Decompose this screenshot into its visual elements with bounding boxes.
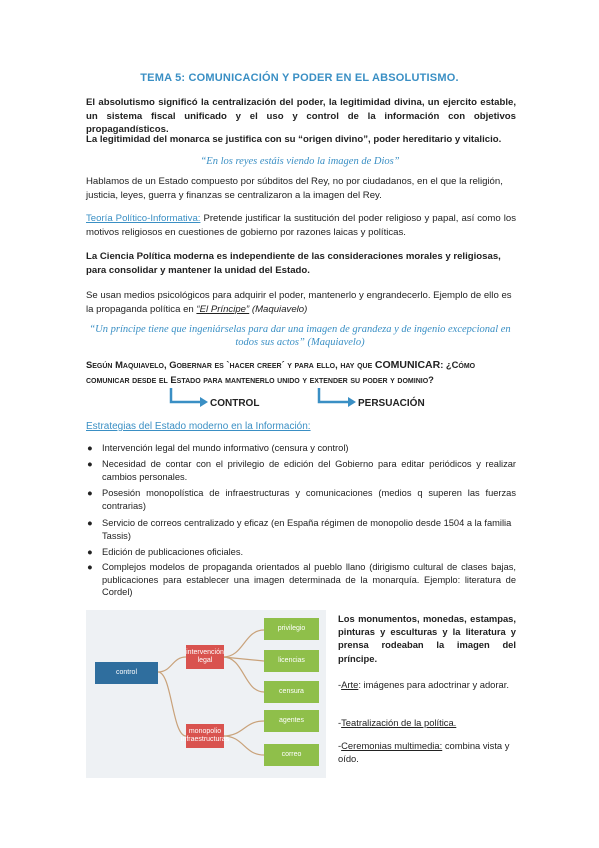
bullet-text: Necesidad de contar con el privilegio de edición del Gobierno para editar periódicos y realizar cambios personales. [102,459,516,482]
diagram-root-control: control [95,662,158,684]
maquiavelo-paragraph [86,358,516,386]
diagram-leaf-licencias: licencias [264,650,319,672]
bullet-text: Posesión monopolística de infraestructuras y comunicaciones (medios q superen las fuerzas contrarias) [102,488,516,511]
control-diagram [86,610,326,778]
side-intro: Los monumentos, monedas, estampas, pinturas y esculturas y la literatura y prensa rodeaban la imagen del príncipe. [338,613,516,664]
diagram-leaf-correo: correo [264,744,319,766]
list-item: ● Servicio de correos centralizado y eficaz (en España régimen de monopolio desde 1504 a la familia Tassis) [87,518,512,541]
diagram-branch-intervencion: intervención legal [186,645,224,669]
side-label: Ceremonias multimedia: [341,740,443,751]
bullet-text: Complejos modelos de propaganda orientados al pueblo llano (dirigismo cultural de clases bajas, publicaciones para establecer una imagen determinada de la monarquía. Ejemplo: literatura de Cordel) [102,562,516,597]
control-label: CONTROL [210,398,260,409]
diagram-branch-monopolio: monopolio infraestructuras [186,724,224,748]
side-prefix: - [338,740,342,751]
bullet-text: Edición de publicaciones oficiales. [102,547,244,557]
side-text: combina vista y oído. [338,740,510,765]
diagram-leaf-agentes: agentes [264,710,319,732]
quote-reyes: “En los reyes estáis viendo la imagen de Dios” [200,156,400,167]
persuacion-label: PERSUACIÓN [358,398,425,409]
list-item: ● Edición de publicaciones oficiales. [87,547,244,557]
side-item-ceremonias [338,739,516,765]
intro-paragraph: El absolutismo significó la centralización del poder, la legitimidad divina, un ejercito estable, un sistema fiscal unificado y el uso y control de la información con objetivos propagandísticos. [86,97,516,135]
legitimidad-paragraph: La legitimidad del monarca se justifica con su “origen divino”, poder hereditario y vitalicio. [86,134,502,145]
arrow-control-icon [168,387,210,409]
side-prefix: - [338,717,342,728]
side-prefix: - [338,679,342,690]
el-principe-link: “El Príncipe” [196,303,250,315]
arrow-persuacion-icon [316,387,358,409]
maquiavelo-text-b: : ¿Cómo comunicar desde el Estado para mantenerlo unido y extender su poder y dominio? [86,359,476,385]
side-item-teatralizacion [338,716,516,729]
medios-paragraph [86,289,516,316]
estado-paragraph: Hablamos de un Estado compuesto por súbditos del Rey, no por ciudadanos, en el que la religión, justicia, leyes, guerra y finanzas se centralizaron a la imagen del Rey. [86,176,503,201]
side-label: Teatralización de la política. [341,717,457,728]
diagram-leaf-censura: censura [264,681,319,703]
diagram-leaf-privilegio: privilegio [264,618,319,640]
side-label: Arte [341,679,359,690]
medios-text-b: (Maquiavelo) [249,303,308,315]
side-item-arte [338,678,516,691]
ciencia-paragraph: La Ciencia Política moderna es independiente de las consideraciones morales y religiosas, para consolidar y mantener la unidad del Estado. [86,251,501,276]
bullet-text: Servicio de correos centralizado y eficaz (en España régimen de monopolio desde 1504 a la familia Tassis) [102,518,512,541]
list-item: ● Necesidad de contar con el privilegio de edición del Gobierno para editar periódicos y realizar cambios personales. [87,459,516,482]
estrategias-heading: Estrategias del Estado moderno en la Información: [86,421,311,432]
teoria-text: Pretende justificar la sustitución del poder religioso y papal, así como los motivos religiosos en cuestiones de gobierno por razones laicas y políticas. [86,213,516,238]
list-item: ● Posesión monopolística de infraestructuras y comunicaciones (medios q superen las fuerzas contrarias) [87,488,516,511]
comunicar-word: COMUNICAR [374,359,441,371]
side-text: : imágenes para adoctrinar y adorar. [358,679,509,690]
maquiavelo-text-a: Según Maquiavelo, Gobernar es `hacer creer´ y para ello, hay que [86,359,375,370]
bullet-text: Intervención legal del mundo informativo (censura y control) [102,443,349,453]
list-item: ● Intervención legal del mundo informativo (censura y control) [87,443,349,453]
medios-text-a: Se usan medios psicológicos para adquirir el poder, mantenerlo y engrandecerlo. Ejemplo de ello es la propaganda política en [86,290,512,315]
page-title: TEMA 5: COMUNICACIÓN Y PODER EN EL ABSOLUTISMO. [140,72,459,84]
quote-principe: “Un príncipe tiene que ingeniárselas para dar una imagen de grandeza y de ingenio excepcional en todos sus actos” (Maquiavelo) [89,324,511,348]
teoria-paragraph [86,212,516,239]
list-item: ● Complejos modelos de propaganda orientados al pueblo llano (dirigismo cultural de clases bajas, publicaciones para establecer una imagen determinada de la monarquía. Ejemplo: literatura de Cordel) [87,562,516,597]
teoria-label: Teoría Político-Informativa: [86,213,201,224]
